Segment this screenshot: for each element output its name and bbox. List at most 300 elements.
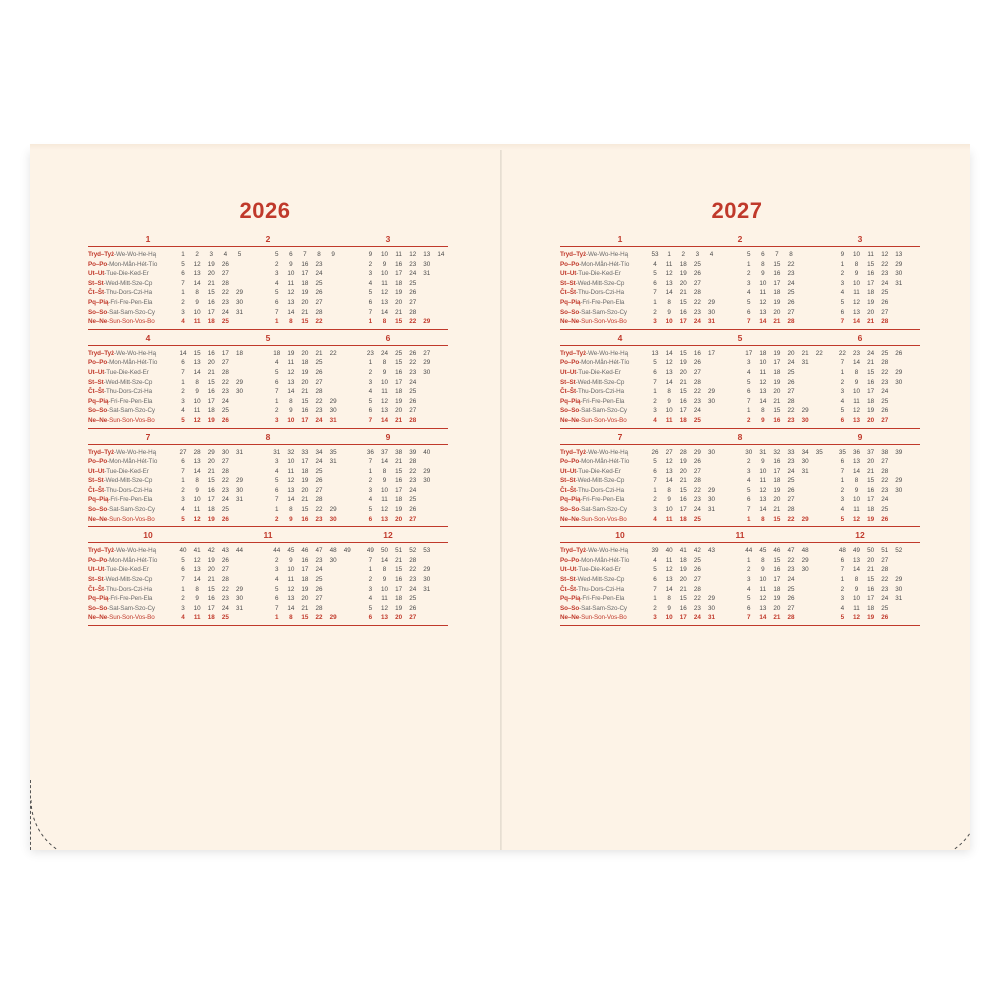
day-number: 1	[181, 378, 185, 386]
table-row	[560, 556, 920, 566]
day-number: 7	[840, 467, 845, 475]
day-number: 24	[787, 576, 795, 584]
day-number: 10	[665, 506, 673, 514]
week-number: 9	[368, 251, 373, 258]
day-number: 25	[693, 260, 701, 268]
column-gap	[354, 269, 363, 279]
column-gap	[261, 486, 270, 496]
day-number: 19	[301, 477, 309, 485]
week-number: 17	[707, 349, 715, 357]
day-number: 7	[653, 289, 657, 297]
day-number: 25	[221, 614, 229, 622]
day-number	[812, 565, 826, 575]
day-number: 8	[289, 397, 293, 405]
day-number	[704, 358, 718, 368]
day-number: 6	[840, 458, 845, 466]
day-number: 11	[759, 289, 767, 297]
week-number: 11	[867, 251, 874, 258]
column-gap	[733, 416, 742, 426]
day-number	[434, 505, 448, 515]
column-gap	[354, 613, 363, 623]
week-number: 13	[423, 251, 431, 258]
day-number	[434, 594, 448, 604]
day-number: 18	[773, 477, 781, 485]
day-label: Po–Po-Mon-Mån-Hét-Tío	[560, 458, 630, 466]
day-number: 23	[315, 556, 323, 564]
column-gap	[826, 613, 835, 623]
day-number: 30	[895, 486, 903, 494]
day-number: 6	[181, 270, 185, 278]
column-gap	[733, 317, 742, 327]
day-number: 11	[853, 289, 860, 297]
week-number: 30	[707, 448, 715, 456]
week-number: 43	[221, 547, 229, 555]
day-number: 18	[301, 467, 309, 475]
day-number	[719, 476, 733, 486]
day-number: 1	[274, 506, 279, 514]
week-number: 13	[651, 349, 659, 357]
day-number: 29	[329, 397, 337, 405]
day-label: Ut–Ut-Tue-Die-Ked-Er	[560, 467, 621, 475]
day-number: 18	[867, 604, 875, 612]
month-number: 10	[143, 530, 153, 541]
day-number: 3	[181, 496, 185, 504]
week-number	[906, 349, 920, 359]
week-number: 14	[665, 349, 673, 357]
week-number: 6	[289, 251, 293, 258]
day-number	[434, 397, 448, 407]
week-number: 52	[409, 547, 417, 555]
day-number: 4	[274, 279, 279, 287]
day-number: 30	[895, 585, 903, 593]
month-number: 4	[145, 332, 151, 343]
day-number: 2	[274, 407, 279, 415]
day-number	[232, 416, 246, 426]
day-number: 10	[287, 416, 295, 424]
day-number: 28	[221, 279, 229, 287]
day-number: 16	[679, 496, 687, 504]
day-number: 9	[854, 486, 859, 494]
day-number: 6	[274, 486, 279, 494]
day-number: 21	[395, 416, 403, 424]
day-number: 15	[867, 477, 875, 485]
month-number: 5	[737, 332, 743, 343]
day-number: 18	[867, 289, 875, 297]
column-gap	[733, 604, 742, 614]
day-number: 1	[368, 318, 373, 326]
day-number: 1	[181, 477, 185, 485]
week-number: 25	[881, 349, 889, 357]
day-number: 10	[852, 496, 860, 504]
day-number: 18	[679, 260, 687, 268]
day-number: 22	[409, 566, 417, 574]
quarter-table	[88, 448, 448, 525]
day-number: 5	[368, 289, 373, 297]
day-number	[906, 269, 920, 279]
day-number	[340, 416, 354, 426]
column-gap	[733, 269, 742, 279]
day-number	[892, 308, 906, 318]
day-number: 25	[315, 576, 323, 584]
day-number: 23	[881, 270, 889, 278]
day-number: 8	[289, 506, 293, 514]
column-gap	[261, 416, 270, 426]
day-number: 22	[221, 585, 229, 593]
day-number: 7	[181, 279, 185, 287]
day-number: 29	[707, 595, 715, 603]
column-gap	[826, 260, 835, 270]
day-number: 2	[274, 556, 279, 564]
week-number: 19	[773, 349, 781, 357]
day-number: 27	[693, 576, 701, 584]
day-number	[340, 476, 354, 486]
day-number: 29	[707, 486, 715, 494]
day-number: 1	[274, 397, 279, 405]
day-number	[340, 505, 354, 515]
week-number: 10	[380, 251, 388, 258]
table-row	[560, 406, 920, 416]
column-gap	[261, 515, 270, 525]
table-row	[560, 378, 920, 388]
day-number: 20	[867, 308, 875, 316]
day-number: 20	[867, 556, 875, 564]
day-number	[326, 467, 340, 477]
table-row	[88, 585, 448, 595]
table-row	[560, 416, 920, 426]
day-number	[704, 556, 718, 566]
day-number: 26	[315, 368, 323, 376]
day-number: 2	[840, 585, 845, 593]
day-number: 1	[746, 515, 751, 523]
day-number: 8	[667, 595, 671, 603]
month-header-row	[560, 530, 920, 540]
day-number: 26	[409, 506, 417, 514]
day-number: 30	[423, 477, 431, 485]
day-number: 26	[881, 407, 889, 415]
day-number: 31	[895, 279, 903, 287]
week-number: 11	[395, 251, 402, 258]
day-number: 18	[867, 397, 875, 405]
column-gap	[354, 486, 363, 496]
week-number	[906, 250, 920, 260]
column-gap	[354, 565, 363, 575]
week-number: 3	[695, 251, 700, 258]
week-number: 6	[761, 251, 765, 258]
week-number: 40	[665, 547, 673, 555]
day-number	[434, 288, 448, 298]
day-number	[812, 279, 826, 289]
week-number	[247, 349, 261, 359]
day-number: 5	[653, 458, 657, 466]
week-number: 40	[179, 547, 187, 555]
day-number: 23	[409, 368, 417, 376]
column-gap	[354, 317, 363, 327]
day-number: 3	[653, 614, 657, 622]
day-number	[906, 358, 920, 368]
day-number	[326, 486, 340, 496]
day-number: 21	[207, 368, 215, 376]
day-number: 19	[679, 270, 687, 278]
column-gap	[826, 476, 835, 486]
day-number: 11	[287, 467, 295, 475]
day-number: 5	[181, 260, 185, 268]
day-number	[434, 515, 448, 525]
day-number: 17	[207, 397, 215, 405]
day-number: 11	[853, 506, 860, 514]
week-number	[812, 250, 826, 260]
day-number	[232, 397, 246, 407]
day-number: 23	[787, 416, 795, 424]
day-number: 26	[881, 298, 889, 306]
day-number: 27	[409, 298, 417, 306]
week-number: 1	[667, 251, 671, 258]
day-number: 30	[801, 566, 809, 574]
day-number	[906, 585, 920, 595]
week-number: 26	[651, 448, 659, 456]
day-label: Čt–Št-Thu-Dors-Czi-Ha	[560, 388, 625, 396]
day-number: 29	[707, 388, 715, 396]
day-number: 23	[409, 477, 417, 485]
day-label: Ne–Ne-Sun-Son-Vos-Bo	[88, 318, 155, 326]
day-number	[340, 308, 354, 318]
week-number	[719, 349, 733, 359]
day-number: 3	[653, 407, 657, 415]
day-number: 5	[746, 595, 751, 603]
day-number: 14	[287, 604, 295, 612]
day-number: 28	[787, 506, 795, 514]
day-number	[434, 495, 448, 505]
day-number: 16	[867, 585, 875, 593]
day-number: 7	[746, 397, 751, 405]
day-number: 5	[840, 298, 845, 306]
day-number: 29	[235, 289, 243, 297]
day-label: Po–Po-Mon-Mån-Hét-Tío	[88, 556, 158, 564]
column-gap	[261, 546, 270, 556]
day-number: 30	[707, 604, 715, 612]
day-number: 2	[840, 486, 845, 494]
day-number: 28	[881, 359, 889, 367]
day-number	[906, 495, 920, 505]
week-number: 34	[801, 448, 809, 456]
rule-bottom	[88, 329, 448, 330]
day-number: 24	[881, 595, 889, 603]
day-number	[906, 575, 920, 585]
day-number	[906, 416, 920, 426]
day-number: 6	[653, 576, 657, 584]
day-number: 24	[787, 359, 795, 367]
day-label: St–St-Wed-Mitt-Sze-Cp	[560, 279, 625, 287]
day-number: 15	[207, 477, 215, 485]
month-header-row	[88, 530, 448, 540]
day-number: 17	[773, 467, 781, 475]
day-number: 11	[665, 556, 673, 564]
day-number: 3	[368, 270, 373, 278]
day-number: 17	[867, 496, 875, 504]
day-number: 12	[759, 378, 767, 386]
day-number: 20	[301, 298, 309, 306]
day-number: 12	[665, 458, 673, 466]
day-number: 16	[867, 486, 875, 494]
table-row	[560, 594, 920, 604]
day-number	[906, 515, 920, 525]
week-number: 33	[301, 448, 309, 456]
day-number: 1	[840, 477, 845, 485]
day-number: 12	[852, 407, 860, 415]
day-label: Pq–Pią-Fri-Fre-Pen-Ela	[560, 496, 625, 504]
day-number: 12	[193, 260, 201, 268]
day-number: 16	[867, 270, 875, 278]
day-number: 31	[235, 308, 243, 316]
column-gap	[826, 467, 835, 477]
column-gap	[733, 288, 742, 298]
day-number	[434, 604, 448, 614]
day-number: 4	[274, 467, 279, 475]
day-number: 13	[759, 308, 767, 316]
table-row	[560, 613, 920, 623]
day-number: 10	[287, 566, 295, 574]
table-row	[560, 565, 920, 575]
table-row	[560, 505, 920, 515]
day-number	[719, 308, 733, 318]
week-number: 21	[801, 349, 809, 357]
day-label: St–St-Wed-Mitt-Sze-Cp	[88, 378, 153, 386]
day-number: 21	[395, 308, 403, 316]
day-number: 21	[679, 289, 687, 297]
day-label: Pq–Pią-Fri-Fre-Pen-Ela	[88, 496, 153, 504]
day-number	[340, 585, 354, 595]
month-header-row	[560, 333, 920, 343]
column-gap	[733, 279, 742, 289]
day-number	[812, 288, 826, 298]
day-number: 27	[787, 308, 795, 316]
column-gap	[826, 505, 835, 515]
table-row	[560, 250, 920, 260]
day-number	[340, 604, 354, 614]
day-number	[906, 594, 920, 604]
day-number: 21	[773, 614, 781, 622]
week-number: 35	[838, 448, 846, 456]
quarter-block	[88, 530, 448, 626]
column-gap	[733, 378, 742, 388]
week-number: 15	[679, 349, 687, 357]
week-number: 20	[787, 349, 795, 357]
day-number: 24	[787, 279, 795, 287]
column-gap	[354, 604, 363, 614]
day-number: 14	[852, 359, 860, 367]
day-number: 24	[221, 397, 229, 405]
day-number: 28	[693, 585, 701, 593]
week-number: 7	[303, 251, 307, 258]
day-number: 5	[840, 614, 845, 622]
table-row	[88, 448, 448, 458]
day-number: 3	[653, 318, 657, 326]
day-number: 1	[274, 318, 279, 326]
table-row	[88, 467, 448, 477]
column-gap	[733, 250, 742, 260]
column-gap	[733, 505, 742, 515]
day-number: 10	[380, 486, 388, 494]
table-row	[88, 406, 448, 416]
day-number: 2	[746, 458, 751, 466]
day-number: 28	[315, 308, 323, 316]
day-number: 1	[840, 368, 845, 376]
day-number	[434, 486, 448, 496]
day-number: 8	[289, 614, 293, 622]
day-number: 15	[867, 368, 875, 376]
day-label: Po–Po-Mon-Mån-Hét-Tío	[88, 458, 158, 466]
week-number: 51	[881, 547, 889, 555]
day-number: 10	[287, 270, 295, 278]
day-number: 7	[181, 576, 185, 584]
day-label: Tryd–Tyż-We-Wo-He-Hą	[560, 547, 628, 555]
day-number	[420, 406, 434, 416]
column-gap	[733, 308, 742, 318]
day-number: 14	[287, 388, 295, 396]
day-number: 29	[423, 566, 431, 574]
table-row	[560, 397, 920, 407]
month-number: 7	[145, 431, 151, 442]
day-label: So–So-Sat-Sam-Szo-Cy	[560, 604, 627, 612]
day-number: 8	[195, 378, 199, 386]
day-number: 24	[315, 270, 323, 278]
day-number	[906, 457, 920, 467]
day-number: 6	[181, 359, 185, 367]
day-number: 12	[665, 270, 673, 278]
day-number: 27	[409, 515, 417, 523]
day-number: 3	[746, 467, 751, 475]
day-number: 6	[746, 308, 751, 316]
week-number	[798, 250, 812, 260]
day-number: 17	[301, 416, 309, 424]
day-number: 22	[693, 388, 701, 396]
day-number	[719, 368, 733, 378]
day-number	[798, 585, 812, 595]
day-number: 20	[773, 388, 781, 396]
column-gap	[261, 604, 270, 614]
day-number: 14	[665, 378, 673, 386]
week-number	[719, 448, 733, 458]
week-number: 4	[709, 251, 714, 258]
table-row	[560, 298, 920, 308]
day-number: 30	[329, 515, 337, 523]
day-number: 16	[773, 270, 781, 278]
day-number: 27	[693, 467, 701, 475]
day-number	[232, 260, 246, 270]
day-number: 17	[301, 566, 309, 574]
day-label: Čt–Št-Thu-Dors-Czi-Ha	[88, 486, 153, 494]
day-number: 17	[679, 614, 687, 622]
quarter-block	[560, 530, 920, 626]
day-number: 9	[761, 270, 765, 278]
day-number: 7	[746, 506, 751, 514]
column-gap	[733, 556, 742, 566]
week-number: 16	[693, 349, 701, 357]
day-number: 8	[854, 260, 859, 268]
day-number: 20	[679, 368, 687, 376]
month-number: 5	[265, 332, 271, 343]
day-number: 31	[329, 416, 337, 424]
rule-top	[560, 345, 920, 346]
day-number	[247, 594, 261, 604]
day-number: 26	[221, 260, 229, 268]
day-number: 12	[852, 614, 860, 622]
table-row	[560, 546, 920, 556]
day-label: Tryd–Tyż-We-Wo-He-Hą	[88, 349, 156, 357]
day-number	[892, 288, 906, 298]
day-number	[719, 269, 733, 279]
day-label: Tryd–Tyż-We-Wo-He-Hą	[560, 251, 628, 258]
week-number: 51	[395, 547, 403, 555]
